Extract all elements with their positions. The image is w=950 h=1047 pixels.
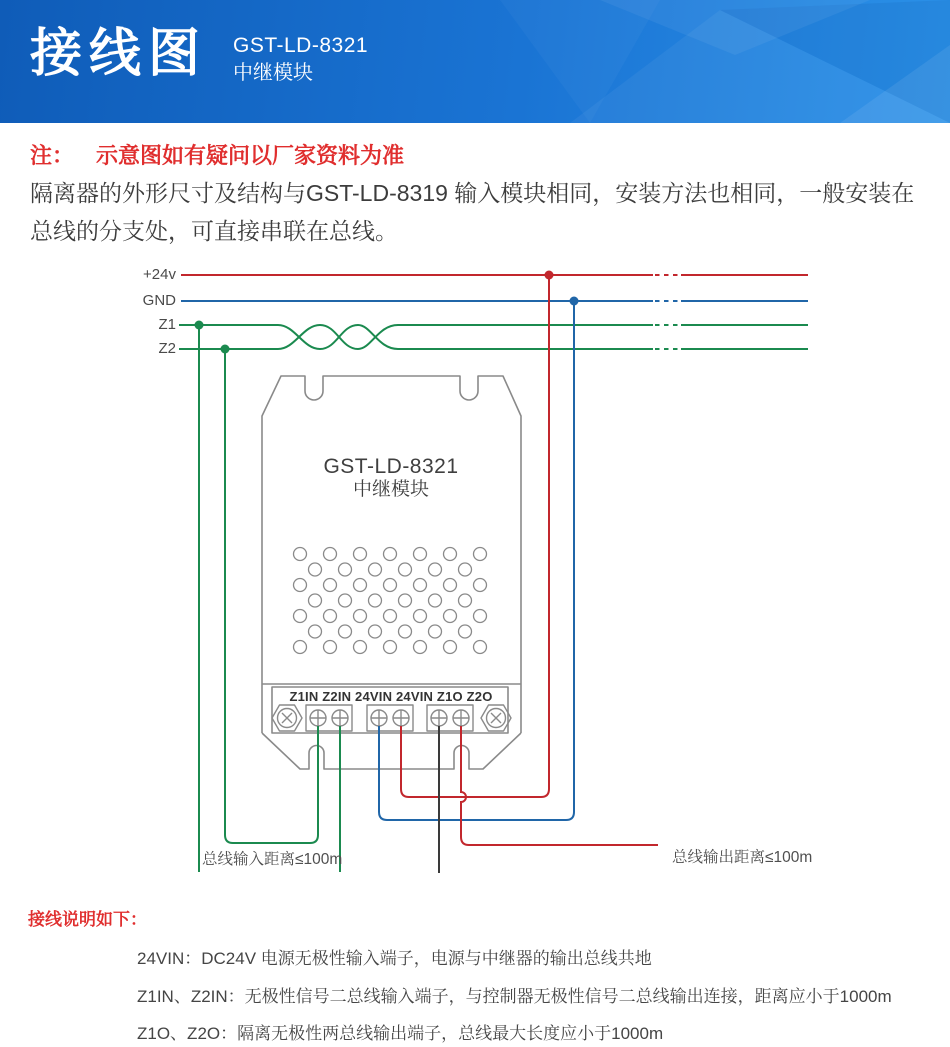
description-paragraph: 隔离器的外形尺寸及结构与GST-LD-8319 输入模块相同，安装方法也相同，一般安装在总线的分支处，可直接串联在总线。 xyxy=(30,180,915,244)
wiring-note-z1o-z2o: Z1O、Z2O：隔离无极性两总线输出端子，总线最大长度应小于1000m xyxy=(137,1024,664,1043)
module-model-text: GST-LD-8321 xyxy=(323,455,459,478)
header-model-number: GST-LD-8321 xyxy=(233,34,369,57)
bus-label-z2: Z2 xyxy=(158,340,176,357)
wiring-notes-heading: 接线说明如下： xyxy=(28,910,147,929)
junction-dot-red xyxy=(545,271,554,280)
bus-z1-z2-twisted-pair xyxy=(179,325,808,349)
output-distance-label: 总线输出距离≤100m xyxy=(672,849,813,866)
junction-dot-blue xyxy=(570,297,579,306)
note-text: 示意图如有疑问以厂家资料为准 xyxy=(96,143,405,168)
wiring-note-24vin: 24VIN：DC24V 电源无极性输入端子，电源与中继器的输出总线共地 xyxy=(137,949,652,968)
wiring-note-z1in-z2in: Z1IN、Z2IN：无极性信号二总线输入端子，与控制器无极性信号二总线输出连接，距离应小于1000m xyxy=(137,987,892,1006)
terminal-labels: Z1IN Z2IN 24VIN 24VIN Z1O Z2O xyxy=(289,689,493,704)
module-name-text: 中继模块 xyxy=(352,479,429,500)
input-distance-label: 总线输入距离≤100m xyxy=(202,851,343,868)
page-title: 接线图 xyxy=(30,25,208,83)
note-prefix: 注： xyxy=(30,143,75,168)
module-case-outline xyxy=(262,376,521,769)
bus-label-24v: +24v xyxy=(143,266,176,283)
bus-label-z1: Z1 xyxy=(158,316,176,333)
header-module-name: 中继模块 xyxy=(233,62,313,84)
bus-label-gnd: GND xyxy=(142,292,176,309)
